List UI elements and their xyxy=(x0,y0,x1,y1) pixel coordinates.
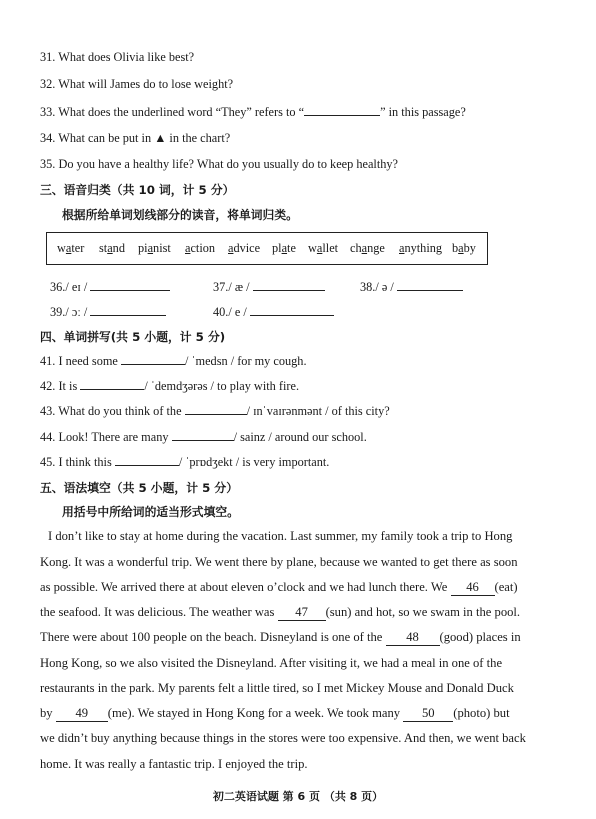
word-box xyxy=(46,232,488,265)
passage-line: as possible. We arrived there at about eleven o’clock and we had lunch there. We 46 (eat) xyxy=(40,580,518,594)
section-3-instruction: 根据所给单词划线部分的读音，将单词归类。 xyxy=(62,208,298,222)
question-number: 34. xyxy=(40,131,56,145)
passage-line: the seafood. It was delicious. The weather was 47 (sun) and hot, so we swam in the pool. xyxy=(40,605,521,619)
passage-line: we didn’t buy anything because things in the stores were too expensive. And then, we went back xyxy=(40,731,526,745)
passage-line: home. It was really a fantastic trip. I enjoyed the trip. xyxy=(40,757,308,771)
section-3-heading: 三、语音归类（共 10 词，计 5 分） xyxy=(40,183,235,197)
section-4-heading: 四、单词拼写(共 5 小题，计 5 分) xyxy=(40,330,226,344)
word-stand: stand xyxy=(99,241,125,255)
word-wallet: wallet xyxy=(308,241,339,255)
blank-49[interactable]: 49 xyxy=(56,706,108,722)
question-text: What does the underlined word “They” refers to “ xyxy=(58,105,305,119)
answer-blank[interactable] xyxy=(80,378,144,390)
answer-blank[interactable] xyxy=(172,429,234,441)
question-text-end: in the chart? xyxy=(166,131,231,145)
question-31 xyxy=(40,50,194,65)
answer-blank[interactable] xyxy=(253,279,325,291)
passage-line: I don’t like to stay at home during the vacation. Last summer, my family took a trip to Hong xyxy=(48,529,513,543)
passage-line: Kong. It was a wonderful trip. We went there by plane, because we wanted to get there as soon xyxy=(40,555,518,569)
answer-blank[interactable] xyxy=(115,454,179,466)
question-32 xyxy=(40,77,233,92)
slot-36: 36./ eɪ / xyxy=(50,279,170,295)
answer-blank[interactable] xyxy=(90,279,170,291)
answer-blank[interactable] xyxy=(121,353,185,365)
word-action: action xyxy=(185,241,216,255)
blank-47[interactable]: 47 xyxy=(278,605,326,621)
question-number: 35. xyxy=(40,157,56,171)
question-number: 31. xyxy=(40,50,56,64)
answer-blank[interactable] xyxy=(250,304,334,316)
question-number: 33. xyxy=(40,105,56,119)
question-text-end: ” in this passage? xyxy=(380,105,466,119)
question-text: What will James do to lose weight? xyxy=(58,77,234,91)
spelling-42: 42. It is / ˈdemdʒərəs / to play with fire. xyxy=(40,379,300,393)
spelling-43: 43. What do you think of the / ɪnˈvaɪrənmənt / of this city? xyxy=(40,404,390,418)
spelling-44: 44. Look! There are many / sainz / around our school. xyxy=(40,430,367,444)
word-pianist: pianist xyxy=(138,241,171,255)
blank-48[interactable]: 48 xyxy=(386,630,440,646)
question-34 xyxy=(40,131,230,146)
slot-38: 38./ ə / xyxy=(360,279,463,295)
word-anything: anything xyxy=(399,241,443,255)
blank-50[interactable]: 50 xyxy=(403,706,453,722)
page-footer: 初二英语试题 第 6 页 （共 8 页） xyxy=(212,790,384,803)
passage-line: restaurants in the park. My parents felt a little tired, so I met Mickey Mouse and Donald Duck xyxy=(40,681,514,695)
section-5-instruction: 用括号中所给词的适当形式填空。 xyxy=(62,505,239,519)
question-33 xyxy=(40,104,466,120)
word-plate: plate xyxy=(272,241,296,255)
answer-blank[interactable] xyxy=(397,279,463,291)
answer-blank[interactable] xyxy=(90,304,166,316)
slot-39: 39./ ɔː / xyxy=(50,304,166,320)
section-5-heading: 五、语法填空（共 5 小题，计 5 分） xyxy=(40,481,239,495)
passage-line: There were about 100 people on the beach. Disneyland is one of the 48 (good) places in xyxy=(40,630,521,644)
triangle-icon: ▲ xyxy=(154,131,167,145)
slot-37: 37./ æ / xyxy=(213,279,325,295)
answer-blank[interactable] xyxy=(304,104,380,116)
slot-40: 40./ e / xyxy=(213,304,334,320)
passage-line: Hong Kong, so we also visited the Disneyland. After visiting it, we had a meal in one of the xyxy=(40,656,503,670)
question-number: 32. xyxy=(40,77,56,91)
question-35 xyxy=(40,157,398,172)
word-water: water xyxy=(57,241,85,255)
passage-line: by 49 (me). We stayed in Hong Kong for a week. We took many 50 (photo) but xyxy=(40,706,510,720)
question-text: What can be put in xyxy=(58,131,155,145)
word-change: change xyxy=(350,241,385,255)
spelling-41: 41. I need some / ˈmedsn / for my cough. xyxy=(40,354,307,368)
blank-46[interactable]: 46 xyxy=(451,580,495,596)
question-text: Do you have a healthy life? What do you usually do to keep healthy? xyxy=(58,157,398,171)
question-text: What does Olivia like best? xyxy=(58,50,195,64)
word-baby: baby xyxy=(452,241,476,255)
answer-blank[interactable] xyxy=(185,403,247,415)
spelling-45: 45. I think this / ˈprɒdʒekt / is very important. xyxy=(40,455,330,469)
word-advice: advice xyxy=(228,241,261,255)
